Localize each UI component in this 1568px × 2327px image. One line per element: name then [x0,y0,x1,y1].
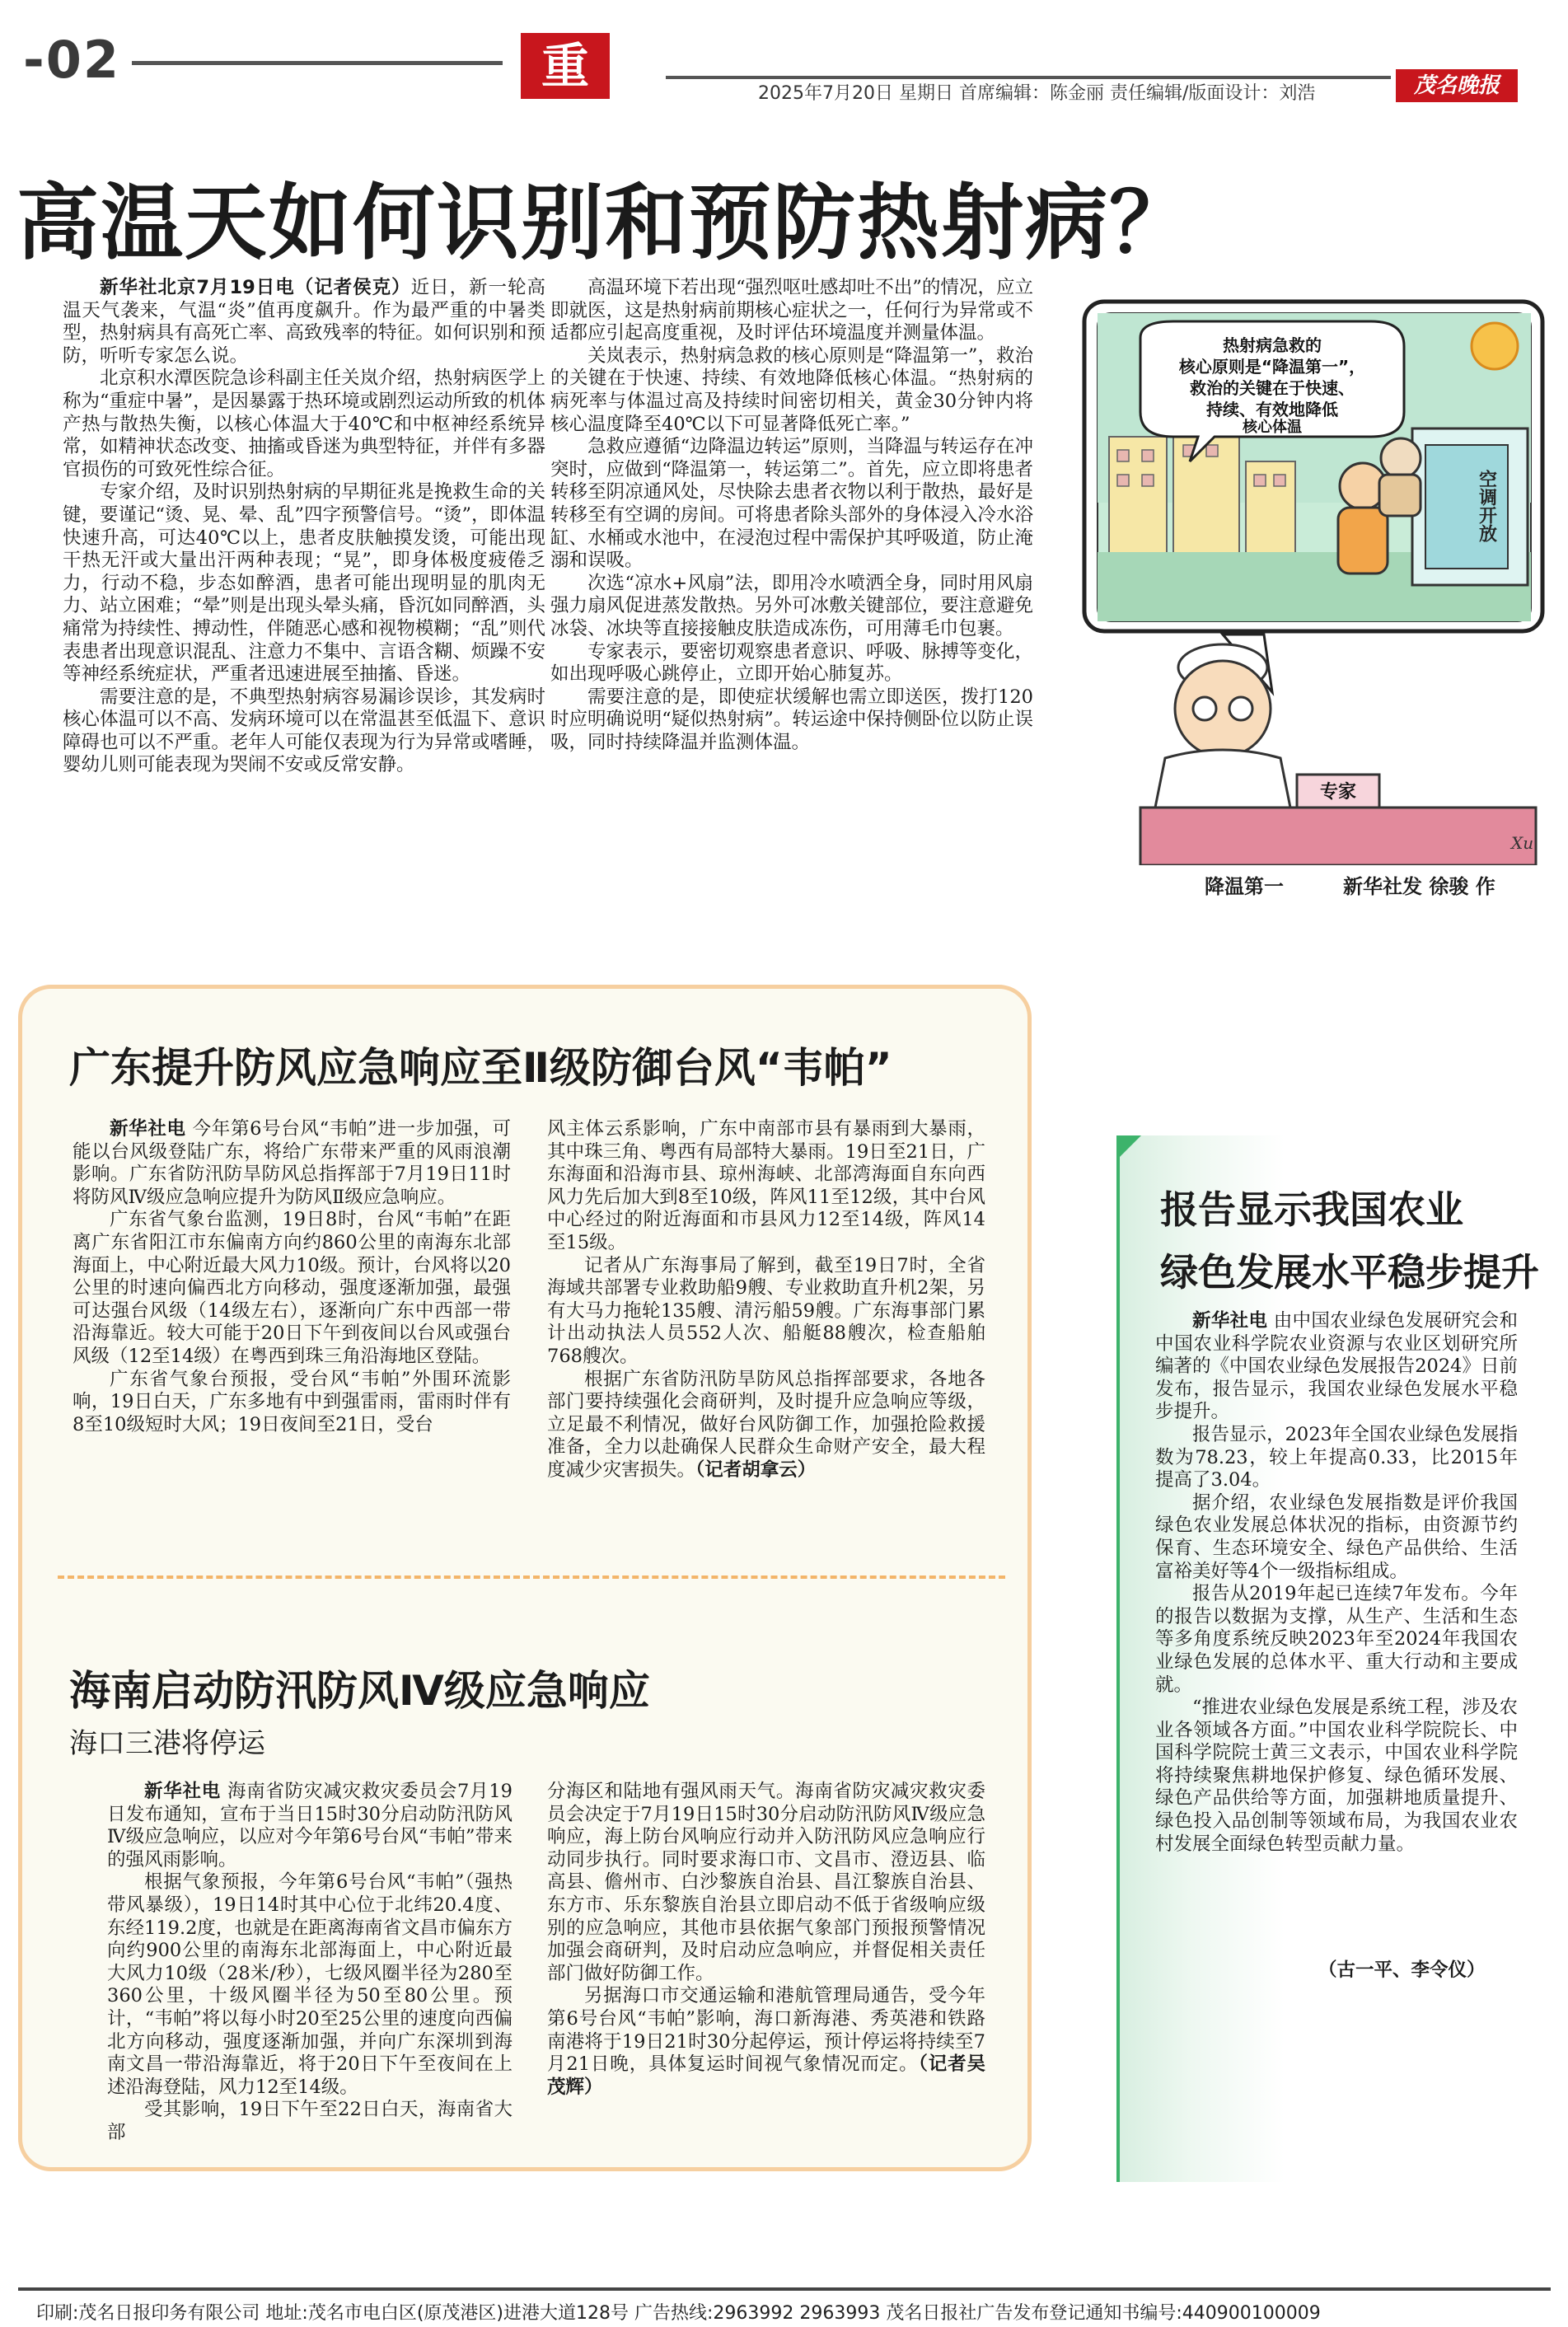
cartoon-illustration [1066,280,1554,906]
paragraph: 记者从广东海事局了解到，截至19日7时，全省海域共部署专业救助船9艘、专业救助直升机2架，另有大马力拖轮135艘、清污船59艘。广东海事部门累计出动执法人员552人次、船艇88艘次，检查船舶768艘次。 [547,1254,985,1367]
paragraph: 关岚表示，热射病急救的核心原则是“降温第一”，救治的关键在于快速、持续、有效地降低核心体温。“热射病的病死率与体温过高及持续时间密切相关，黄金30分钟内将核心温度降至40℃以下可显著降低死亡率。” [550,344,1033,435]
paragraph: 专家介绍，及时识别热射病的早期征兆是挽救生命的关键，要谨记“烫、晃、晕、乱”四字预警信号。“烫”，即体温快速升高，可达40℃以上，患者皮肤触摸发烫，可能出现干热无汗或大量出汗两种表现；“晃”，即身体极度疲倦乏力，行动不稳，步态如醉酒，患者可能出现明显的肌肉无力、站立困难；“晕”则是出现头晕头痛，昏沉如同醉酒，头痛常为持续性、搏动性，伴随恶心感和视物模糊；“乱”则代表患者出现意识混乱、注意力不集中、言语含糊、烦躁不安等神经系统症状，严重者迅速进展至抽搐、昏迷。 [63,481,546,686]
paragraph-text: 海南省防灾减灾救灾委员会7月19日发布通知，宣布于当日15时30分启动防汛防风Ⅳ级应急响应，以应对今年第6号台风“韦帕”带来的强风雨影响。 [107,1781,513,1870]
paragraph: 据介绍，农业绿色发展指数是评价我国绿色农业发展总体状况的指标，由资源节约保育、生态环境安全、绿色产品供给、生活富裕美好等4个一级指标组成。 [1155,1491,1518,1582]
article4-headline-line2: 绿色发展水平稳步提升 [1160,1250,1539,1295]
paragraph: 次选“凉水+风扇”法，即用冷水喷洒全身，同时用风扇强力扇风促进蒸发散热。另外可冰敷关键部位，要注意避免冰袋、冰块等直接接触皮肤造成冻伤，可用薄毛巾包裹。 [550,572,1033,639]
paragraph [547,1369,985,1482]
paragraph-text: 今年第6号台风“韦帕”进一步加强，可能以台风级登陆广东，将给广东带来严重的风雨浪潮影响。广东省防汛防旱防风总指挥部于7月19日11时将防风Ⅳ级应急响应提升为防风Ⅱ级应急响应。 [73,1118,511,1208]
article3-column1 [107,1781,513,2145]
paragraph: 报告显示，2023年全国农业绿色发展指数为78.23，较上年提高0.33，比2015年提高了3.04。 [1155,1423,1518,1491]
article4-headline-line1: 报告显示我国农业 [1160,1187,1463,1232]
newspaper-logo: 茂名晚报 [1396,69,1518,102]
byline: （记者胡拿云） [695,1458,817,1481]
section-label: 重点 [521,33,610,99]
paragraph: “推进农业绿色发展是系统工程，涉及农业各领域各方面。”中国农业科学院院长、中国科学院院士黄三文表示，中国农业科学院将持续聚焦耕地保护修复、绿色循环发展、绿色产品供给等方面，加强耕地质量提升、绿色投入品创制等领域布局，为我国农业农村发展全面绿色转型贡献力量。 [1155,1697,1518,1855]
paragraph: 受其影响，19日下午至22日白天，海南省大部 [107,2099,513,2143]
paragraph: 北京积水潭医院急诊科副主任关岚介绍，热射病医学上称为“重症中暑”，是因暴露于热环境或剧烈运动所致的机体产热与散热失衡，以核心体温大于40℃和中枢神经系统异常，如精神状态改变、抽搐或昏迷为典型特征，并伴有多器官损伤的可致死性综合征。 [63,368,545,480]
paragraph: 高温环境下若出现“强烈呕吐感却吐不出”的情况，应立即就医，这是热射病前期核心症状之一，任何行为异常或不适都应引起高度重视，及时评估环境温度并测量体温。 [550,277,1033,344]
paragraph-text: 另据海口市交通运输和港航管理局通告，受今年第6号台风“韦帕”影响，海口新海港、秀英港和铁路南港将于19日21时30分起停运，预计停运将持续至7月21日晚，具体复运时间视气象情况而定。 [547,1985,985,2076]
dateline: 2025年7月20日 星期日 首席编辑：陈金丽 责任编辑/版面设计：刘浩 [758,83,1316,104]
header-rule-left [132,61,503,65]
paragraph: 需要注意的是，即使症状缓解也需立即送医，拨打120时应明确说明“疑似热射病”。转运途中保持侧卧位以防止误吸，同时持续降温并监测体温。 [550,686,1033,753]
paragraph-text: 近日，新一轮高温天气袭来，气温“炎”值再度飙升。作为最严重的中暑类型，热射病具有高死亡率、高致残率的特征。如何识别和预防，听听专家怎么说。 [63,277,545,367]
dateline-lead: 新华社电 [144,1781,222,1802]
paragraph [73,1118,511,1209]
svg-text:核心原则是“降温第一”，: 核心原则是“降温第一”， [1178,357,1366,377]
svg-text:持续、有效地降低: 持续、有效地降低 [1206,400,1338,419]
article2-column2 [547,1118,985,1482]
paragraph: 广东省气象台监测，19日8时，台风“韦帕”在距离广东省阳江市东偏南方向约860公里的南海东北部海面上，中心附近最大风力10级。预计，台风将以20公里的时速向偏西北方向移动，强度逐渐加强，最强可达强台风级（14级左右），逐渐向广东中西部一带沿海靠近。较大可能于20日下午到夜间以台风或强台风级（12至14级）在粤西到珠三角沿海地区登陆。 [73,1209,511,1367]
article2-column1 [73,1118,511,1436]
green-corner [1116,1135,1141,1160]
article1-column1 [63,277,545,777]
footer-rule [18,2287,1551,2291]
article2-headline: 广东提升防风应急响应至Ⅱ级防御台风“韦帕” [69,1044,892,1092]
svg-text:救治的关键在于快速、: 救治的关键在于快速、 [1190,378,1355,398]
dateline-lead: 新华社电 [1192,1310,1268,1332]
page-number: -02 [23,30,121,90]
article3-headline: 海南启动防汛防风Ⅳ级应急响应 [69,1667,650,1715]
byline: （古一平、李令仪） [1318,1959,1486,1981]
article3-subhead: 海口三港将停运 [69,1727,265,1760]
article3-column2 [547,1781,985,2099]
svg-text:热射病急救的: 热射病急救的 [1223,335,1322,355]
svg-text:Xu: Xu [1511,833,1534,853]
paragraph: 风主体云系影响，广东中南部市县有暴雨到大暴雨，其中珠三角、粤西有局部特大暴雨。19日至21日，广东海面和沿海市县、琼州海峡、北部湾海面自东向西风力先后加大到8至10级，阵风11至12级，其中台风中心经过的附近海面和市县风力12至14级，阵风14至15级。 [547,1118,985,1253]
svg-text:核心体温: 核心体温 [1243,419,1302,436]
paragraph: 报告从2019年起已连续7年发布。今年的报告以数据为支撑，从生产、生活和生态等多角度系统反映2023年至2024年我国农业绿色发展的总体水平、重大行动和主要成就。 [1155,1583,1518,1696]
dateline-lead: 新华社电 [110,1118,186,1140]
footer-info: 印刷:茂名日报印务有限公司 地址:茂名市电白区(原茂港区)进港大道128号 广告热线:2963992 2963993 茂名日报社广告发布登记通知书编号:440900100009 [36,2303,1321,2324]
paragraph: 根据气象预报，今年第6号台风“韦帕”（强热带风暴级），19日14时其中心位于北纬20.4度、东经119.2度，也就是在距离海南省文昌市偏东方向约900公里的南海东北部海面上，中心附近最大风力10级（28米/秒），七级风圈半径为280至360公里，十级风圈半径为50至80公里。预计，“韦帕”将以每小时20至25公里的速度向西偏北方向移动，强度逐渐加强，并向广东深圳到海南文昌一带沿海靠近，将于20日下午至夜间在上述沿海登陆，风力12至14级。 [107,1871,513,2098]
paragraph [1155,1310,1518,1424]
paragraph [63,277,545,368]
dashed-divider [58,1576,1005,1581]
paragraph: 广东省气象台预报，受台风“韦帕”外围环流影响，19日白天，广东多地有中到强雷雨，雷雨时伴有8至10级短时大风；19日夜间至21日，受台 [73,1368,511,1435]
green-edge [1116,1135,1120,2182]
paragraph: 分海区和陆地有强风雨天气。海南省防灾减灾救灾委员会决定于7月19日15时30分启动防汛防风Ⅳ级应急响应，海上防台风响应行动并入防汛防风应急响应行动同步执行。同时要求海口市、文昌市、澄迈县、临高县、儋州市、白沙黎族自治县、昌江黎族自治县、东方市、乐东黎族自治县立即启动不低于省级响应级别的应急响应，其他市县依据气象部门预报预警情况加强会商研判，及时启动应急响应，并督促相关责任部门做好防御工作。 [547,1781,985,1984]
cartoon-caption: 降温第一 [1205,875,1284,898]
cartoon-credit: 新华社发 徐骏 作 [1343,875,1495,898]
paragraph [107,1781,513,1871]
paragraph [547,1985,985,2099]
main-headline: 高温天如何识别和预防热射病？ [16,175,1193,271]
paragraph: 急救应遵循“边降温边转运”原则，当降温与转运存在冲突时，应做到“降温第一，转运第二”。首先，应立即将患者转移至阴凉通风处，尽快除去患者衣物以利于散热，最好是转移至有空调的房间。可将患者除头部外的身体浸入冷水浴缸、水桶或水池中，在浸泡过程中需保护其呼吸道，防止淹溺和误吸。 [550,436,1033,572]
paragraph: 专家表示，要密切观察患者意识、呼吸、脉搏等变化，如出现呼吸心跳停止，立即开始心肺复苏。 [550,640,1033,686]
paragraph-text: 根据广东省防汛防旱防风总指挥部要求，各地各部门要持续强化会商研判，及时提升应急响应等级，立足最不利情况，做好台风防御工作，加强抢险救援准备，全力以赴确保人民群众生命财产安全，最大程度减少灾害损失。 [547,1368,985,1481]
section-badge [521,33,610,160]
article4-body [1155,1310,1518,1856]
dateline-lead: 新华社北京7月19日电（记者侯克） [100,277,411,298]
svg-text:空调开放: 空调开放 [1476,470,1497,542]
article1-column2 [550,277,1033,754]
paragraph-text: 由中国农业绿色发展研究会和中国农业科学院农业资源与农业区划研究所编著的《中国农业绿色发展报告2024》日前发布，报告显示，我国农业绿色发展水平稳步提升。 [1155,1310,1518,1423]
paragraph: 需要注意的是，不典型热射病容易漏诊误诊，其发病时核心体温可以不高、发病环境可以在常温甚至低温下、意识障碍也可以不严重。老年人可能仅表现为行为异常或嗜睡，婴幼儿则可能表现为哭闹不安或反常安静。 [63,686,545,776]
byline: （记者吴茂辉） [547,2053,985,2098]
svg-text:专家: 专家 [1319,782,1357,803]
